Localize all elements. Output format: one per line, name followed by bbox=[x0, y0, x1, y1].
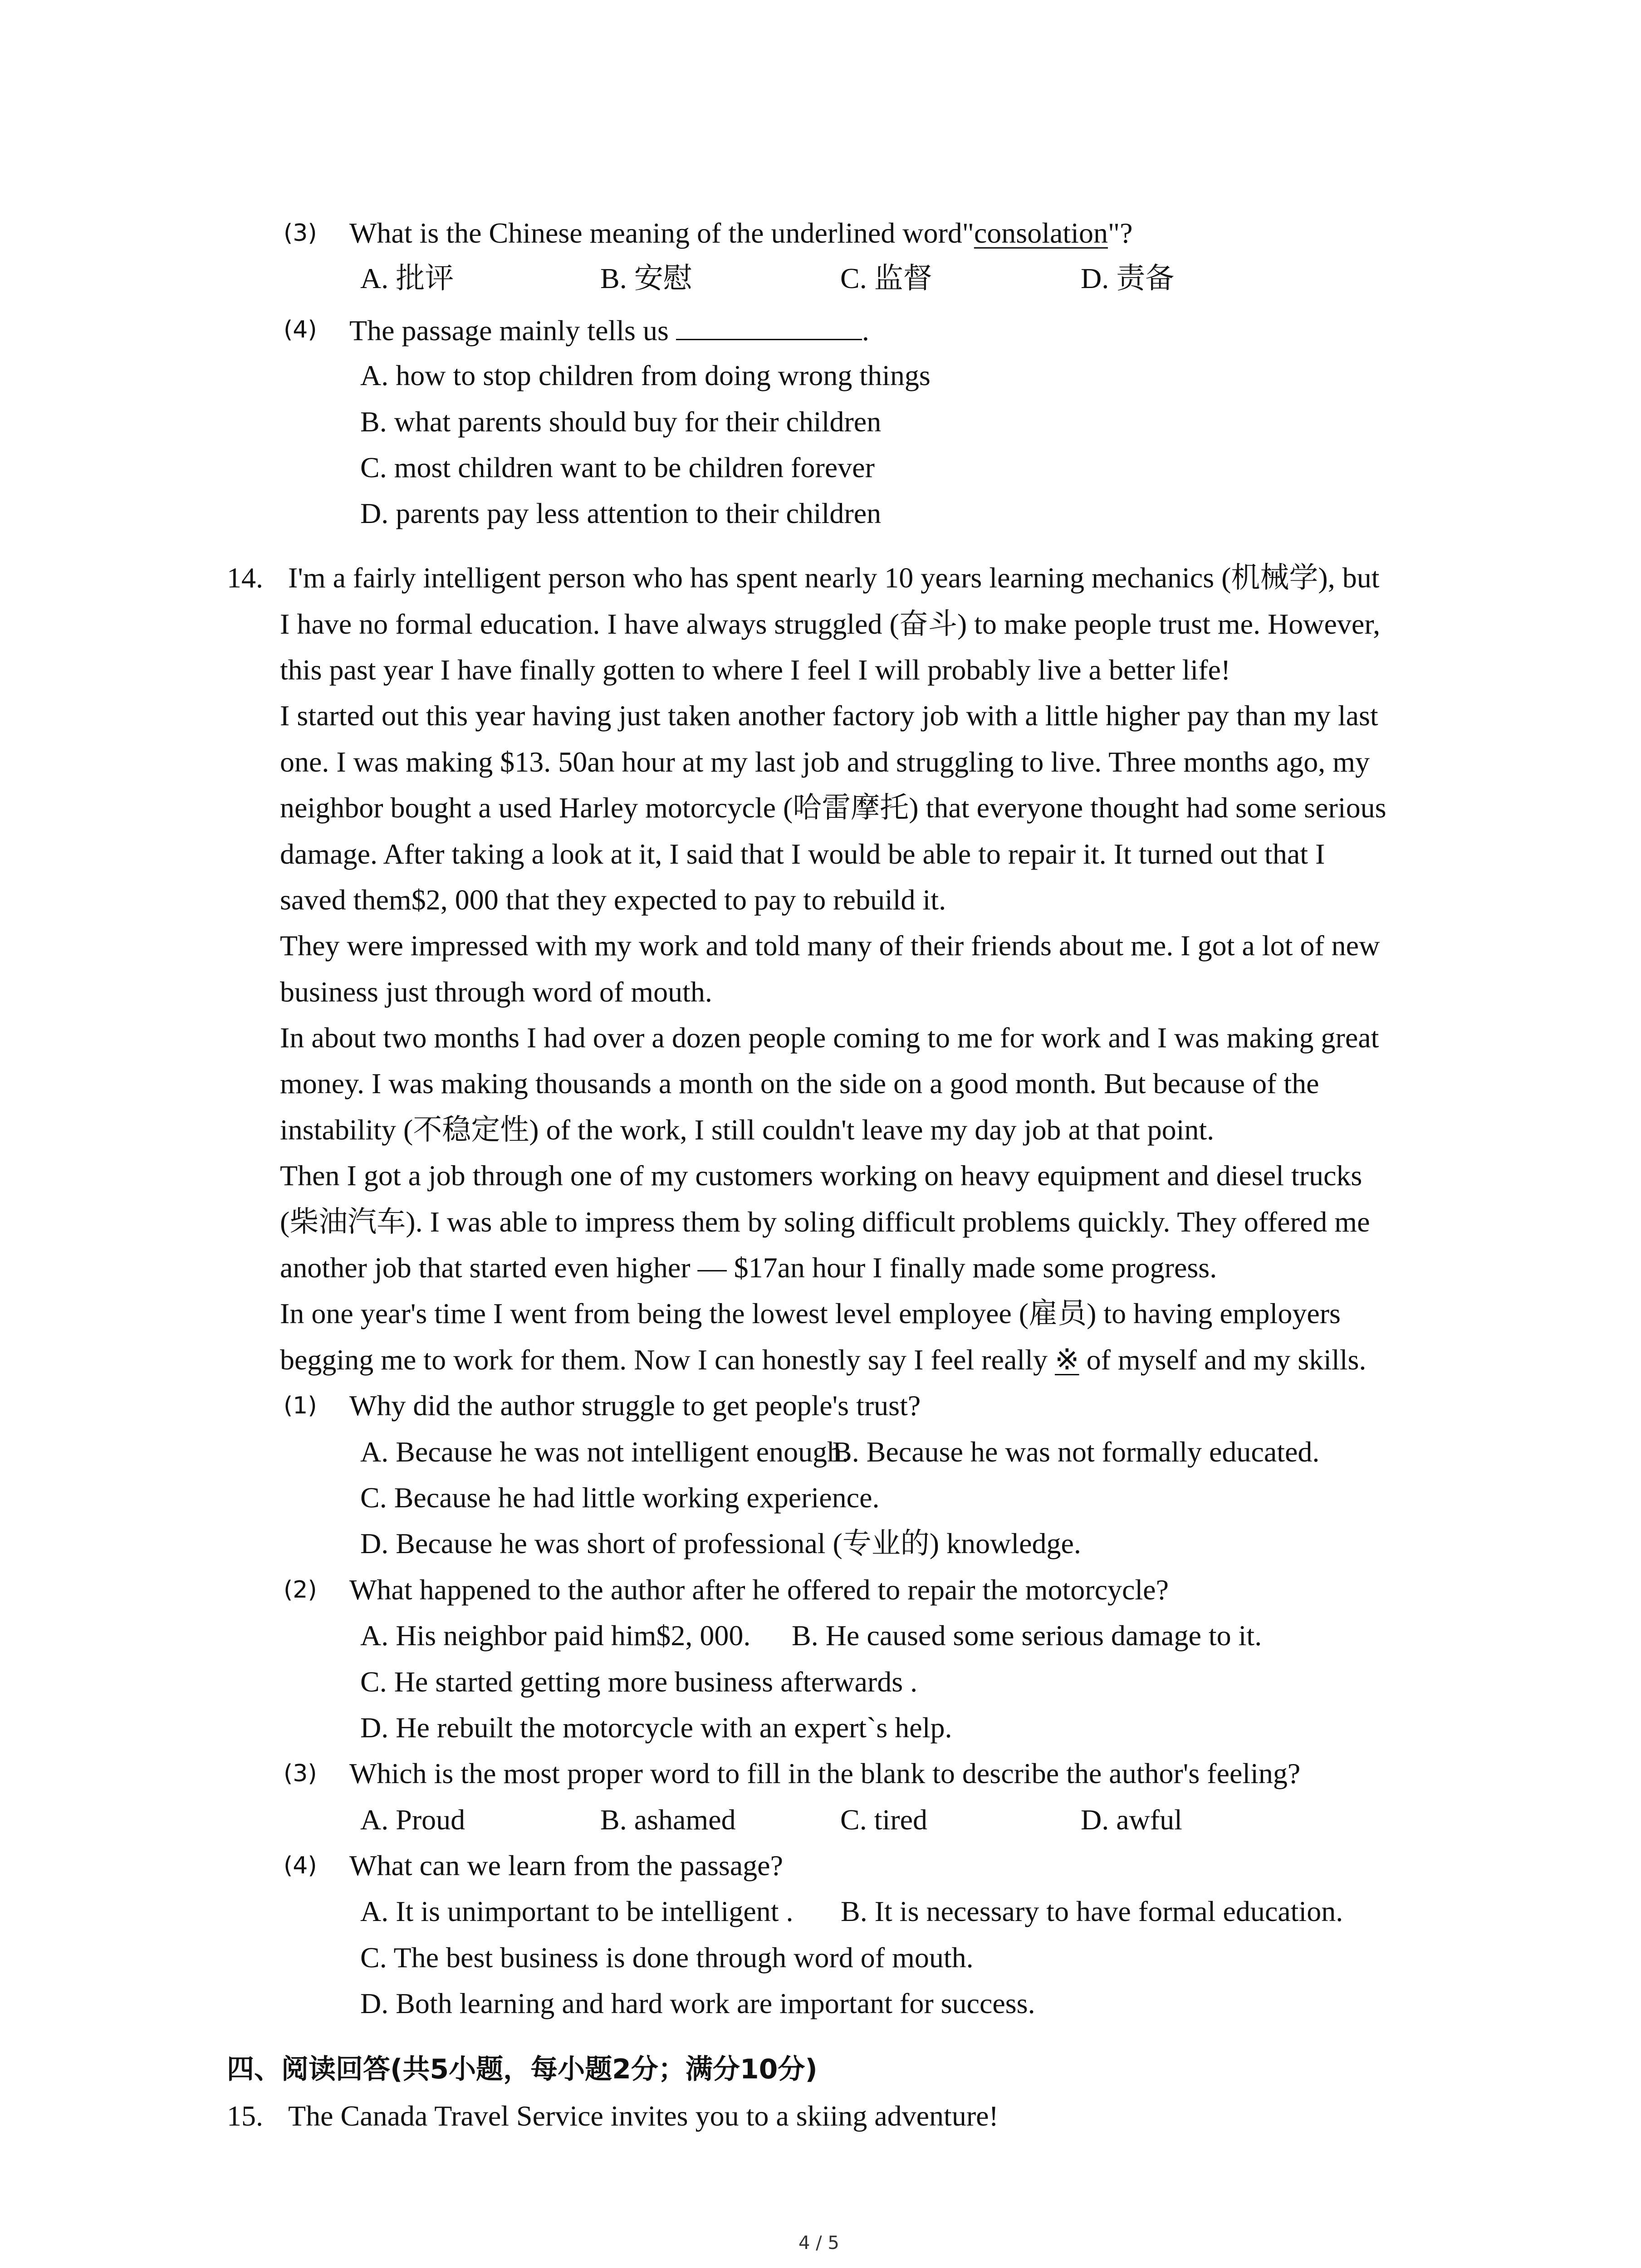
q13-sub3-stem-prefix: What is the Chinese meaning of the underlined word" bbox=[349, 217, 974, 249]
q14-line-18 bbox=[280, 1342, 1366, 1378]
q14-sub4-option-c: C. The best business is done through word of mouth. bbox=[360, 1941, 974, 1974]
q14-sub2-option-d: D. He rebuilt the motorcycle with an expert`s help. bbox=[360, 1711, 952, 1744]
blank-mark: ※ bbox=[1054, 1344, 1079, 1376]
q14-sub4-option-d: D. Both learning and hard work are important for success. bbox=[360, 1987, 1035, 2019]
q14-number: 14. bbox=[227, 562, 263, 594]
q14-sub3-option-b: B. ashamed bbox=[600, 1804, 736, 1836]
answer-blank bbox=[676, 312, 862, 340]
section-heading: 四、阅读回答(共5小题，每小题2分；满分10分) bbox=[227, 2053, 818, 2085]
q13-sub4-option-b: B. what parents should buy for their children bbox=[360, 406, 882, 438]
q14-sub2-number: (2) bbox=[284, 1576, 317, 1603]
page-number: 4 / 5 bbox=[798, 2233, 839, 2253]
q14-sub1-stem: Why did the author struggle to get people's trust? bbox=[349, 1389, 921, 1422]
q13-sub4-number: (4) bbox=[284, 316, 317, 343]
q13-sub3-number: (3) bbox=[284, 220, 317, 247]
q13-sub4-option-d: D. parents pay less attention to their children bbox=[360, 497, 882, 529]
q13-sub3-option-a: A. 批评 bbox=[360, 262, 454, 294]
q14-line-12: money. I was making thousands a month on the side on a good month. But because of the bbox=[280, 1067, 1319, 1100]
q13-sub4-stem bbox=[349, 312, 869, 349]
underlined-word: consolation bbox=[974, 217, 1108, 249]
q13-sub3-stem-suffix: "? bbox=[1107, 217, 1133, 249]
q14-sub3-option-c: C. tired bbox=[840, 1804, 927, 1836]
q15-text: The Canada Travel Service invites you to a skiing adventure! bbox=[288, 2100, 999, 2132]
q14-sub4-stem: What can we learn from the passage? bbox=[349, 1849, 783, 1882]
q13-sub3-option-d: D. 责备 bbox=[1081, 262, 1175, 294]
q14-line-7: damage. After taking a look at it, I said that I would be able to repair it. It turned out that I bbox=[280, 838, 1325, 870]
q15-number: 15. bbox=[227, 2100, 263, 2132]
q14-line-5: one. I was making $13. 50an hour at my last job and struggling to live. Three months ago, my bbox=[280, 746, 1370, 778]
q14-sub1-option-b: B. Because he was not formally educated. bbox=[833, 1436, 1320, 1468]
q14-sub3-number: (3) bbox=[284, 1760, 317, 1787]
q14-line-1: I'm a fairly intelligent person who has spent nearly 10 years learning mechanics (机械学), but bbox=[288, 562, 1380, 594]
q14-sub3-stem: Which is the most proper word to fill in the blank to describe the author's feeling? bbox=[349, 1757, 1301, 1789]
q14-line-3: this past year I have finally gotten to where I feel I will probably live a better life! bbox=[280, 654, 1231, 686]
q14-line-9: They were impressed with my work and told many of their friends about me. I got a lot of new bbox=[280, 929, 1380, 962]
q14-sub1-option-c: C. Because he had little working experience. bbox=[360, 1481, 880, 1514]
q14-sub2-option-c: C. He started getting more business afterwards . bbox=[360, 1666, 918, 1698]
q13-sub4-stem-suffix: . bbox=[862, 314, 869, 347]
q14-sub4-option-a: A. It is unimportant to be intelligent . bbox=[360, 1895, 794, 1927]
q13-sub3-option-c: C. 监督 bbox=[840, 262, 932, 294]
q14-line-14: Then I got a job through one of my customers working on heavy equipment and diesel trucks bbox=[280, 1159, 1362, 1192]
q14-sub2-stem: What happened to the author after he offered to repair the motorcycle? bbox=[349, 1574, 1169, 1606]
q14-line-18-prefix: begging me to work for them. Now I can honestly say I feel really bbox=[280, 1344, 1055, 1376]
q14-sub4-number: (4) bbox=[284, 1852, 317, 1879]
q14-sub3-option-a: A. Proud bbox=[360, 1804, 465, 1836]
q13-sub3-stem bbox=[349, 215, 1132, 251]
q14-line-2: I have no formal education. I have always struggled (奋斗) to make people trust me. However, bbox=[280, 608, 1381, 640]
q14-line-17: In one year's time I went from being the lowest level employee (雇员) to having employers bbox=[280, 1297, 1341, 1330]
q14-sub2-option-b: B. He caused some serious damage to it. bbox=[792, 1619, 1262, 1652]
q13-sub3-option-b: B. 安慰 bbox=[600, 262, 692, 294]
q14-line-13: instability (不稳定性) of the work, I still couldn't leave my day job at that point. bbox=[280, 1114, 1215, 1146]
q14-line-8: saved them$2, 000 that they expected to pay to rebuild it. bbox=[280, 884, 946, 916]
q14-sub2-option-a: A. His neighbor paid him$2, 000. bbox=[360, 1619, 751, 1652]
q14-line-16: another job that started even higher — $17an hour I finally made some progress. bbox=[280, 1251, 1217, 1284]
q14-sub1-option-d: D. Because he was short of professional (专业的) knowledge. bbox=[360, 1527, 1081, 1559]
q13-sub4-stem-prefix: The passage mainly tells us bbox=[349, 314, 669, 347]
q14-sub1-option-a: A. Because he was not intelligent enough. bbox=[360, 1436, 849, 1468]
q14-line-10: business just through word of mouth. bbox=[280, 976, 712, 1008]
q13-sub4-option-c: C. most children want to be children forever bbox=[360, 451, 875, 484]
q14-sub1-number: (1) bbox=[284, 1392, 317, 1419]
q14-line-15: (柴油汽车). I was able to impress them by soling difficult problems quickly. They offered me bbox=[280, 1206, 1370, 1238]
q14-line-6: neighbor bought a used Harley motorcycle (哈雷摩托) that everyone thought had some serious bbox=[280, 792, 1386, 824]
q14-sub4-option-b: B. It is necessary to have formal education. bbox=[841, 1895, 1343, 1927]
q14-line-18-suffix: of myself and my skills. bbox=[1079, 1344, 1367, 1376]
q14-sub3-option-d: D. awful bbox=[1081, 1804, 1182, 1836]
q14-line-11: In about two months I had over a dozen people coming to me for work and I was making great bbox=[280, 1022, 1379, 1054]
q13-sub4-option-a: A. how to stop children from doing wrong things bbox=[360, 359, 931, 391]
q14-line-4: I started out this year having just taken another factory job with a little higher pay than my last bbox=[280, 699, 1378, 732]
